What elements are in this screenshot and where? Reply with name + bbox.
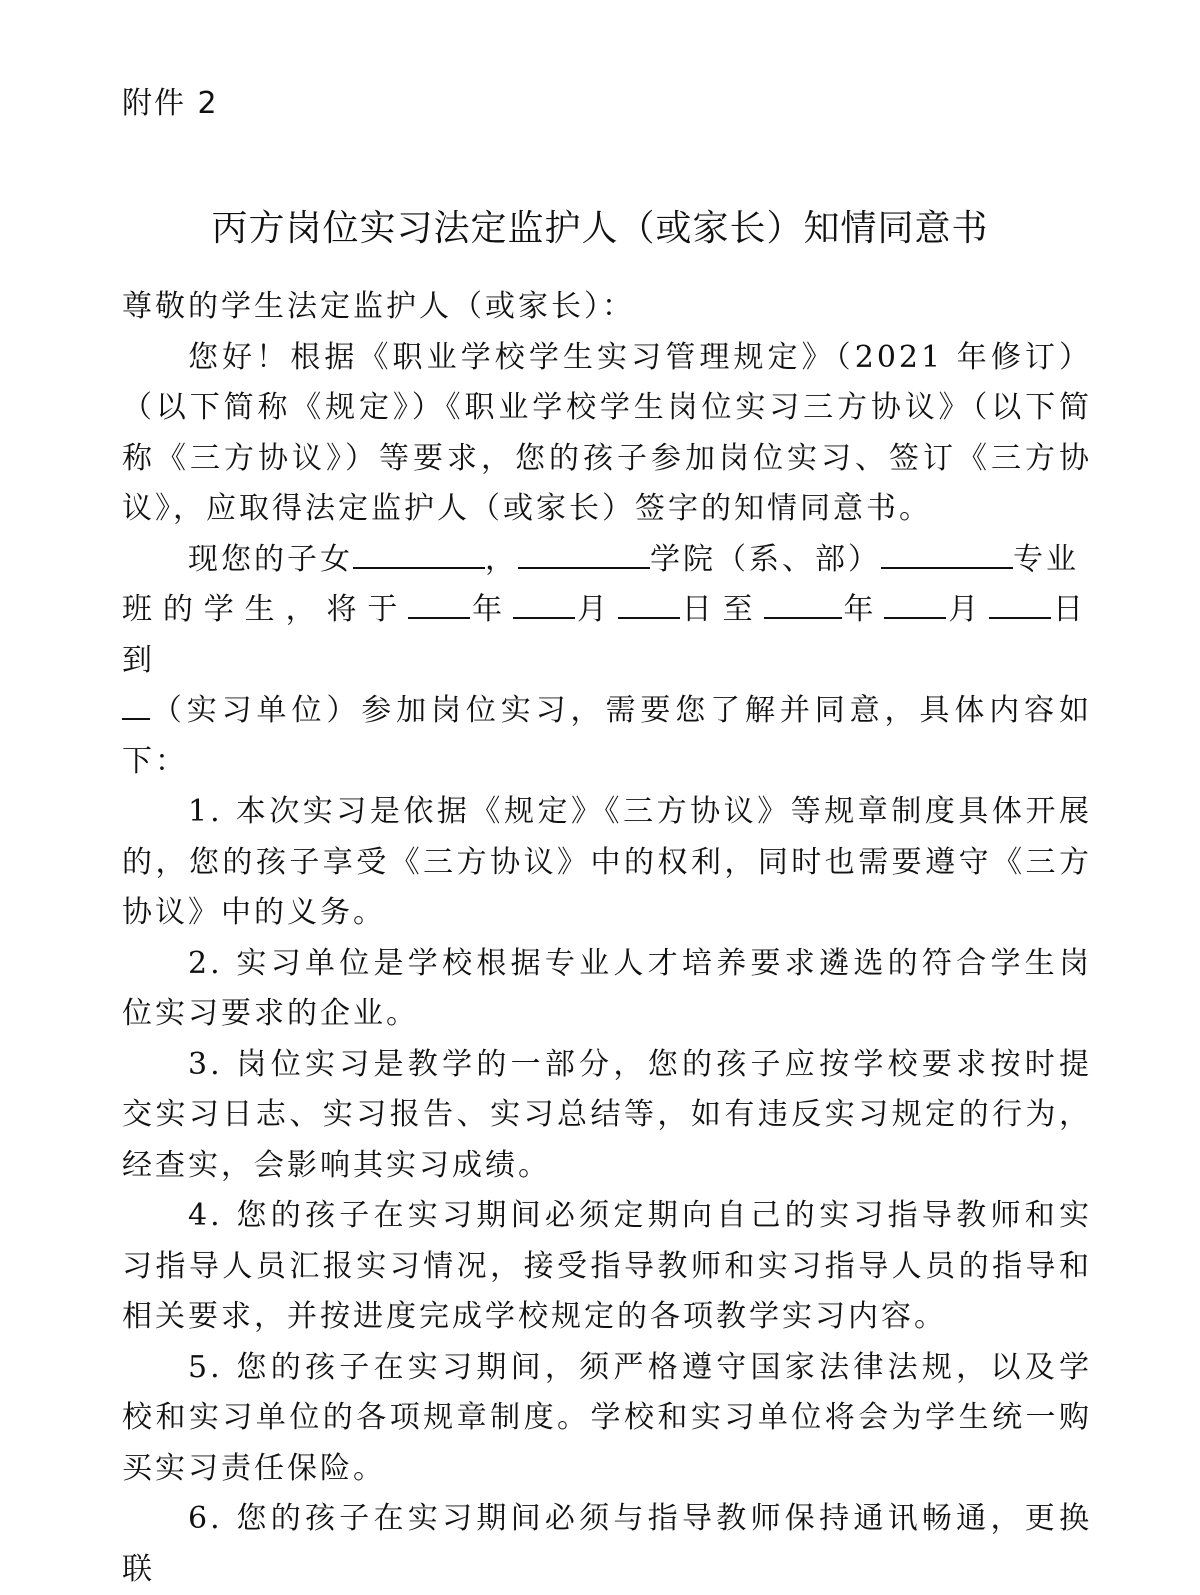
fill-text: 月: [575, 592, 618, 627]
fill-text: ，: [485, 541, 518, 577]
fill-text: 专业: [1013, 541, 1079, 577]
intro-paragraph: 您好！根据《职业学校学生实习管理规定》（2021 年修订）（以下简称《规定》）《职业学校学生岗位实习三方协议》（以下简称《三方协议》）等要求，您的孩子参加岗位实习、签订《三方协议》，应取得法定监护人（或家长）签字的知情同意书。: [122, 339, 1092, 526]
letter-body: [122, 282, 1092, 1595]
fill-text: 月: [946, 592, 990, 627]
end-year-blank[interactable]: [764, 585, 842, 619]
start-day-blank[interactable]: [618, 585, 680, 619]
fill-text: 班的学生，将于: [122, 592, 409, 627]
end-day-blank[interactable]: [989, 585, 1051, 619]
salutation: 尊敬的学生法定监护人（或家长）：: [122, 289, 635, 324]
fill-text: 年: [470, 592, 514, 627]
fill-text: 日至: [679, 592, 764, 627]
fill-text: （实习单位）参加岗位实习，需要您了解并同意，具体内容如下：: [122, 693, 1092, 779]
item-4: 4. 您的孩子在实习期间必须定期向自己的实习指导教师和实习指导人员汇报实习情况，接受指导教师和实习指导人员的指导和相关要求，并按进度完成学校规定的各项教学实习内容。: [122, 1198, 1092, 1334]
fill-text: 日到: [122, 592, 1093, 678]
start-year-blank[interactable]: [408, 585, 470, 619]
item-3: 3. 岗位实习是教学的一部分，您的孩子应按学校要求按时提交实习日志、实习报告、实习总结等，如有违反实习规定的行为，经查实，会影响其实习成绩。: [122, 1046, 1092, 1183]
item-6: 6. 您的孩子在实习期间必须与指导教师保持通讯畅通，更换联: [122, 1501, 1092, 1587]
fill-text: 现您的子女: [188, 541, 353, 577]
start-month-blank[interactable]: [513, 585, 575, 619]
fill-text: 年: [841, 592, 885, 627]
college-blank[interactable]: [518, 535, 650, 569]
internship-unit-blank[interactable]: [122, 686, 150, 720]
fill-text: 学院（系、部）: [650, 541, 881, 577]
end-month-blank[interactable]: [884, 585, 946, 619]
item-2: 2. 实习单位是学校根据专业人才培养要求遴选的符合学生岗位实习要求的企业。: [122, 945, 1092, 1031]
item-5: 5. 您的孩子在实习期间，须严格遵守国家法律法规，以及学校和实习单位的各项规章制度。学校和实习单位将会为学生统一购买实习责任保险。: [122, 1349, 1092, 1486]
child-name-blank[interactable]: [353, 535, 485, 569]
page-title: 丙方岗位实习法定监护人（或家长）知情同意书: [211, 208, 989, 249]
item-1: 1. 本次实习是依据《规定》《三方协议》等规章制度具体开展的，您的孩子享受《三方协议》中的权利，同时也需要遵守《三方协议》中的义务。: [122, 794, 1092, 930]
fill-in-paragraph: [122, 535, 1092, 788]
major-blank[interactable]: [881, 535, 1013, 569]
attachment-label: 附件 2: [122, 86, 219, 121]
